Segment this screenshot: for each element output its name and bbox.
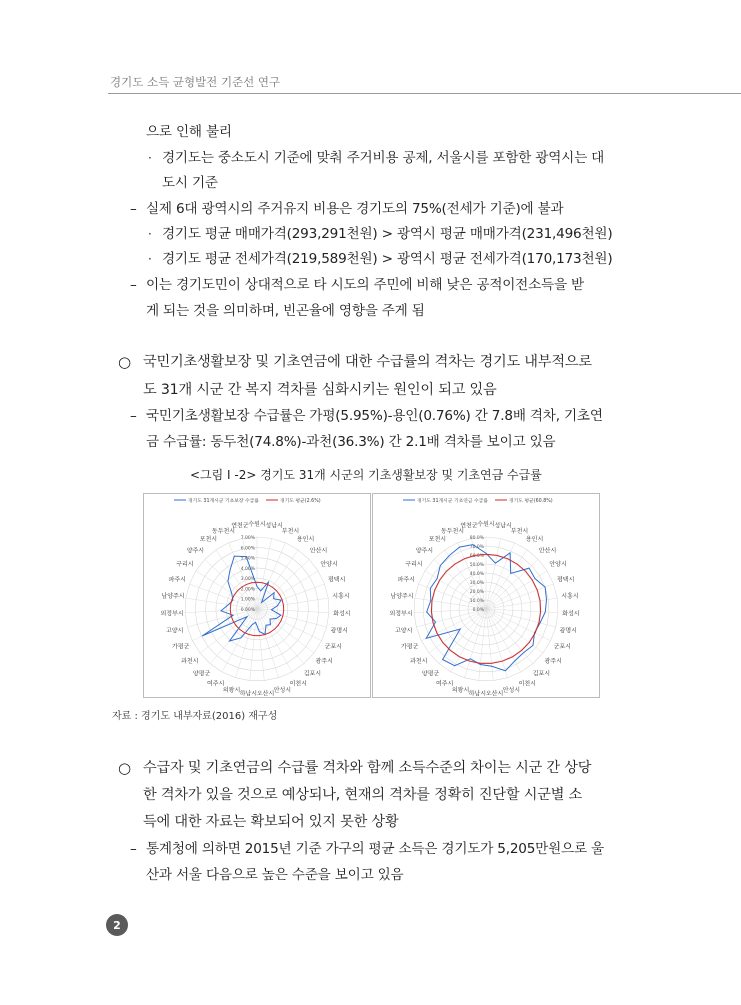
circle-bullet: ○ — [118, 353, 132, 371]
category-label: 하남시 — [239, 690, 258, 697]
category-label: 양주시 — [186, 547, 205, 555]
radial-tick-label: 5.00% — [240, 556, 255, 562]
circle-bullet: ○ — [118, 759, 132, 777]
category-label: 의왕시 — [451, 687, 470, 695]
text-line: 도 31개 시군 간 복지 격차를 심화시키는 원인이 되고 있음 — [143, 382, 497, 398]
text-line: 국민기초생활보장 수급률은 가평(5.95%)-용인(0.76%) 간 7.8배 격차, 기초연 — [146, 408, 603, 424]
text-line: 금 수급률: 동두천(74.8%)-과천(36.3%) 간 2.1배 격차를 보이고 있음 — [146, 434, 556, 450]
category-label: 과천시 — [181, 658, 199, 665]
category-label: 화성시 — [333, 610, 351, 618]
grid-spoke — [257, 609, 279, 678]
text-line: 경기도는 중소도시 기준에 맞춰 주거비용 공제, 서울시를 포함한 광역시는 대 — [162, 150, 605, 166]
dash-marker: – — [130, 841, 137, 857]
grid-spoke — [486, 609, 533, 664]
grid-spoke — [257, 559, 309, 609]
radial-tick-label: 1.00% — [240, 597, 255, 603]
text-line: 게 되는 것을 의미하며, 빈곤율에 영향을 주게 됨 — [146, 303, 425, 319]
category-label: 가평군 — [401, 643, 419, 651]
category-label: 군포시 — [324, 643, 342, 651]
category-label: 광주시 — [315, 658, 333, 665]
category-label: 구리시 — [405, 561, 423, 568]
category-label: 하남시 — [468, 690, 487, 697]
text-line: 으로 인해 불리 — [146, 124, 232, 140]
radial-tick-label: 50.0% — [469, 563, 484, 568]
category-label: 의정부시 — [389, 610, 413, 618]
category-label: 수원시 — [248, 521, 266, 528]
grid-spoke — [429, 609, 486, 653]
category-label: 연천군 — [231, 522, 249, 530]
radial-tick-label: 4.00% — [240, 566, 255, 572]
dash-marker: – — [130, 277, 137, 293]
radial-tick-label: 6.00% — [240, 546, 255, 552]
category-label: 군포시 — [553, 643, 571, 651]
radial-tick-label: 60.0% — [469, 554, 484, 559]
category-label: 오산시 — [485, 690, 504, 697]
category-label: 안성시 — [502, 687, 521, 695]
dash-marker: – — [130, 408, 137, 424]
figure-caption: <그림 Ⅰ -2> 경기도 31개 시군의 기초생활보장 및 기초연금 수급률 — [190, 468, 542, 482]
radial-tick-label: 30.0% — [469, 581, 484, 586]
category-label: 연천군 — [460, 522, 478, 530]
radar-chart-basic-pension — [372, 493, 600, 698]
category-label: 동두천시 — [440, 527, 465, 535]
grid-spoke — [421, 609, 486, 641]
category-label: 광명시 — [330, 627, 348, 635]
text-line: 경기도 평균 전세가격(219,589천원) > 광역시 평균 전세가격(170,173천원) — [162, 251, 613, 267]
category-label: 의정부시 — [160, 610, 184, 618]
radial-tick-label: 3.00% — [240, 577, 255, 583]
category-label: 여주시 — [207, 680, 225, 688]
category-label: 김포시 — [532, 670, 551, 678]
radar-chart-basic-livelihood — [143, 493, 371, 698]
legend-label: 경기도 평균(2.6%) — [280, 499, 321, 504]
category-label: 시흥시 — [332, 593, 350, 601]
category-label: 이천시 — [289, 680, 307, 688]
category-label: 여주시 — [436, 680, 454, 688]
category-label: 포천시 — [428, 536, 447, 544]
grid-spoke — [486, 609, 551, 641]
text-line: 도시 기준 — [162, 175, 218, 191]
dot-marker: · — [148, 252, 152, 266]
category-label: 양평군 — [192, 670, 211, 678]
radial-tick-label: 0.00% — [240, 608, 255, 613]
grid-spoke — [257, 598, 328, 609]
category-label: 양평군 — [421, 670, 440, 678]
text-line: 통계청에 의하면 2015년 기준 가구의 평균 소득은 경기도가 5,205만원으로 울 — [146, 841, 604, 857]
category-label: 안산시 — [538, 547, 557, 555]
category-label: 남양주시 — [161, 593, 185, 601]
grid-spoke — [464, 609, 486, 678]
category-label: 광주시 — [544, 658, 562, 665]
category-label: 동두천시 — [211, 527, 236, 535]
grid-spoke — [486, 609, 543, 653]
category-label: 양주시 — [415, 547, 434, 555]
category-label: 부천시 — [281, 527, 300, 535]
category-label: 용인시 — [525, 536, 544, 544]
dot-marker: · — [148, 227, 152, 241]
category-label: 화성시 — [562, 610, 580, 618]
grid-spoke — [235, 609, 257, 678]
radial-tick-label: 2.00% — [240, 587, 255, 593]
category-label: 파주시 — [397, 576, 415, 584]
figure-source: 자료 : 경기도 내부자료(2016) 재구성 — [112, 711, 278, 722]
text-line: 수급자 및 기초연금의 수급률 격차와 함께 소득수준의 차이는 시군 간 상당 — [143, 760, 592, 776]
header-rule — [108, 93, 741, 94]
category-label: 수원시 — [477, 521, 495, 528]
category-label: 이천시 — [518, 680, 536, 688]
legend-label: 경기도 31개시군 기초보장 수급률 — [188, 499, 259, 504]
category-label: 부천시 — [510, 527, 529, 535]
category-label: 성남시 — [494, 522, 512, 530]
category-label: 과천시 — [410, 658, 428, 665]
category-label: 성남시 — [265, 522, 283, 530]
category-label: 의왕시 — [222, 687, 241, 695]
grid-spoke — [257, 609, 329, 613]
text-line: 산과 서울 다음으로 높은 수준을 보이고 있음 — [146, 867, 404, 883]
text-line: 경기도 평균 매매가격(293,291천원) > 광역시 평균 매매가격(231,496천원) — [162, 226, 613, 242]
category-label: 평택시 — [328, 576, 346, 584]
category-label: 광명시 — [559, 627, 577, 635]
category-label: 고양시 — [395, 627, 413, 635]
category-label: 평택시 — [557, 576, 575, 584]
dash-marker: – — [130, 201, 137, 217]
radial-tick-label: 7.00% — [240, 536, 255, 541]
category-label: 안산시 — [309, 547, 328, 555]
category-label: 포천시 — [199, 536, 218, 544]
radial-tick-label: 10.0% — [469, 599, 484, 604]
page-number: 2 — [106, 914, 128, 936]
category-label: 시흥시 — [561, 593, 579, 601]
category-label: 용인시 — [296, 536, 315, 544]
legend-label: 경기도 평균(60.8%) — [509, 499, 553, 504]
radar-chart-svg — [144, 494, 370, 697]
radial-tick-label: 20.0% — [469, 590, 484, 595]
category-label: 고양시 — [166, 627, 184, 635]
category-label: 오산시 — [256, 690, 275, 697]
category-label: 구리시 — [176, 561, 194, 568]
category-label: 김포시 — [303, 670, 322, 678]
text-line: 국민기초생활보장 및 기초연금에 대한 수급률의 격차는 경기도 내부적으로 — [143, 354, 592, 370]
radial-tick-label: 70.0% — [469, 545, 484, 550]
radial-tick-label: 40.0% — [469, 572, 484, 577]
grid-spoke — [439, 609, 486, 664]
radar-chart-svg — [373, 494, 599, 697]
category-label: 안양시 — [549, 561, 567, 568]
dot-marker: · — [148, 151, 152, 165]
category-label: 안성시 — [273, 687, 292, 695]
text-line: 한 격차가 있을 것으로 예상되나, 현재의 격차를 정확히 진단할 시군별 소 — [143, 787, 583, 803]
text-line: 득에 대한 자료는 확보되어 있지 못한 상황 — [143, 814, 399, 830]
legend-label: 경기도 31개시군 기초연금 수급률 — [417, 499, 488, 504]
category-label: 안양시 — [320, 561, 338, 568]
grid-spoke — [486, 609, 508, 678]
category-label: 가평군 — [172, 643, 190, 651]
radial-tick-label: 0.0% — [472, 608, 484, 613]
text-line: 실제 6대 광역시의 주거유지 비용은 경기도의 75%(전세가 기준)에 불과 — [146, 201, 564, 217]
category-label: 파주시 — [168, 576, 186, 584]
radial-tick-label: 80.0% — [469, 536, 484, 541]
running-header-title: 경기도 소득 균형발전 기준선 연구 — [110, 75, 281, 89]
grid-spoke — [257, 609, 327, 627]
text-line: 이는 경기도민이 상대적으로 타 시도의 주민에 비해 낮은 공적이전소득을 받 — [146, 277, 584, 293]
category-label: 남양주시 — [390, 593, 414, 601]
